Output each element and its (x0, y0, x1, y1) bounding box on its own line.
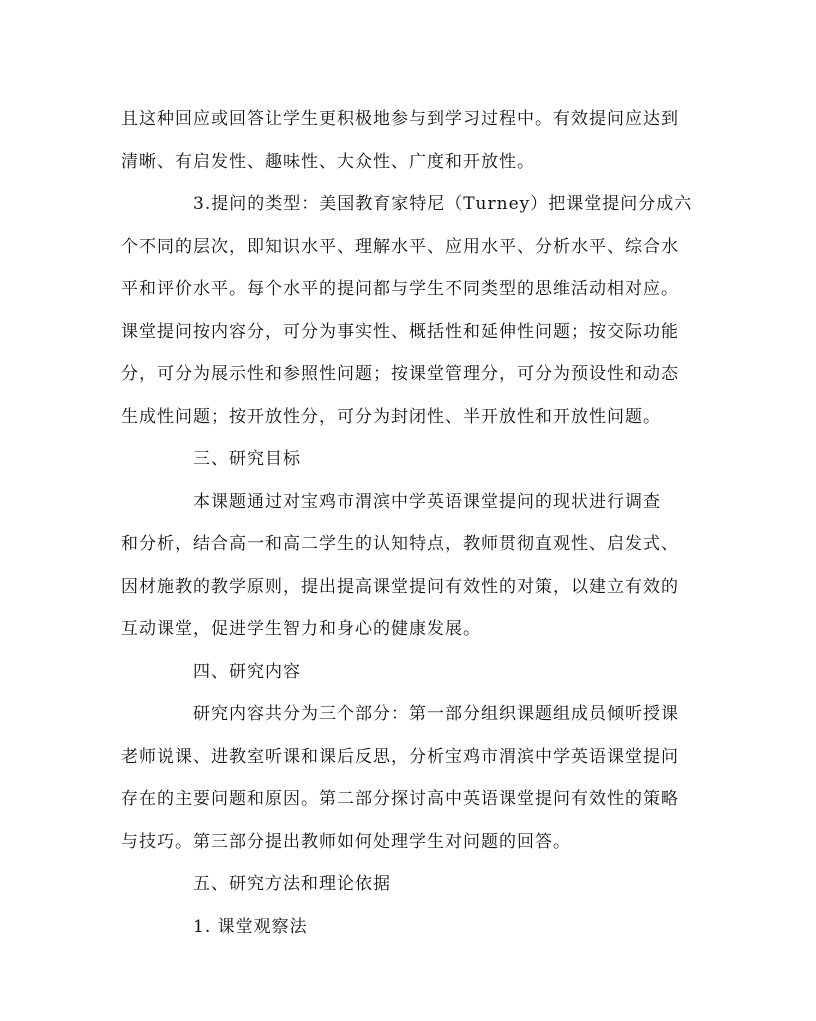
paragraph-line: 个不同的层次，即知识水平、理解水平、应用水平、分析水平、综合水 (121, 237, 679, 257)
paragraph-line: 生成性问题；按开放性分，可分为封闭性、半开放性和开放性问题。 (121, 407, 661, 427)
paragraph-line: 互动课堂，促进学生智力和身心的健康发展。 (121, 619, 481, 639)
paragraph-line: 与技巧。第三部分提出教师如何处理学生对问题的回答。 (121, 832, 571, 852)
paragraph-line: 课堂提问按内容分，可分为事实性、概括性和延伸性问题；按交际功能 (121, 322, 679, 342)
subsection-heading: 1. 课堂观察法 (193, 917, 308, 937)
paragraph-line: 和分析，结合高一和高二学生的认知特点，教师贯彻直观性、启发式、 (121, 534, 679, 554)
section-heading: 三、研究目标 (193, 449, 301, 469)
paragraph-line: 分，可分为展示性和参照性问题；按课堂管理分，可分为预设性和动态 (121, 364, 679, 384)
paragraph-line: 因材施教的教学原则，提出提高课堂提问有效性的对策，以建立有效的 (121, 577, 679, 597)
paragraph-line: 清晰、有启发性、趣味性、大众性、广度和开放性。 (121, 152, 535, 172)
paragraph-line: 3.提问的类型：美国教育家特尼（Turney）把课堂提问分成六 (193, 194, 693, 214)
paragraph-line: 本课题通过对宝鸡市渭滨中学英语课堂提问的现状进行调查 (193, 492, 661, 512)
section-heading: 五、研究方法和理论依据 (193, 874, 391, 894)
paragraph-line: 且这种回应或回答让学生更积极地参与到学习过程中。有效提问应达到 (121, 109, 679, 129)
paragraph-line: 平和评价水平。每个水平的提问都与学生不同类型的思维活动相对应。 (121, 279, 679, 299)
section-heading: 四、研究内容 (193, 662, 301, 682)
paragraph-line: 存在的主要问题和原因。第二部分探讨高中英语课堂提问有效性的策略 (121, 789, 679, 809)
paragraph-line: 老师说课、进教室听课和课后反思，分析宝鸡市渭滨中学英语课堂提问 (121, 747, 679, 767)
paragraph-line: 研究内容共分为三个部分：第一部分组织课题组成员倾听授课 (193, 704, 679, 724)
